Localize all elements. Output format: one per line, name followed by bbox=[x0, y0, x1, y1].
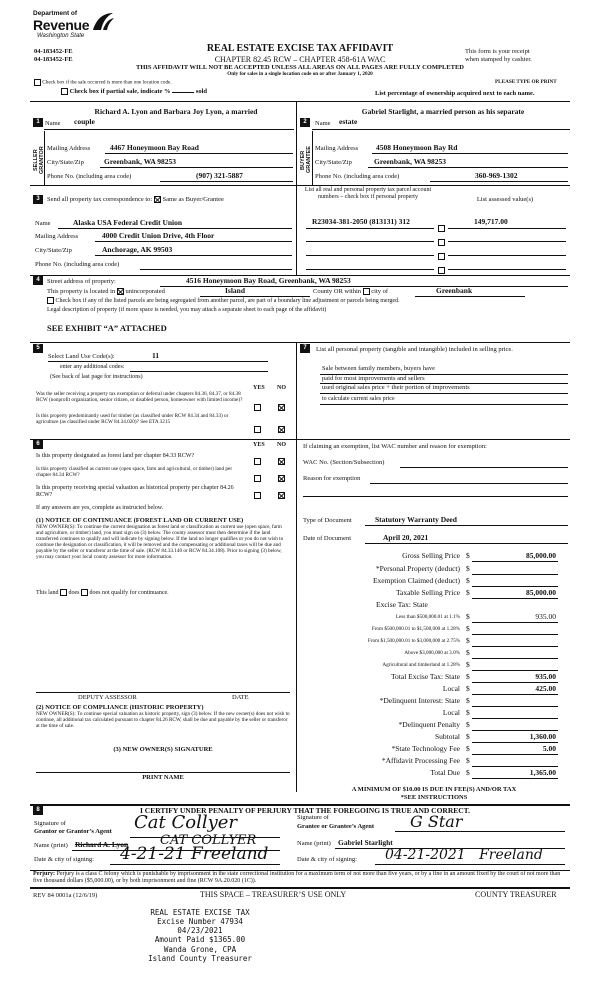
buyer-phone-label: Phone No. (including area code) bbox=[315, 173, 400, 180]
sec5-q1-no[interactable] bbox=[278, 404, 285, 411]
land-use-code: 11 bbox=[152, 351, 160, 360]
perjury-label: Perjury: bbox=[33, 871, 55, 877]
partial-sale-sold: sold bbox=[195, 88, 208, 95]
section-5-badge: 5 bbox=[33, 344, 43, 353]
exemption-dollar: $ bbox=[466, 576, 470, 585]
buyer-mailing-label: Mailing Address bbox=[315, 145, 359, 152]
tier-1-label: Less than $500,000.01 at 1.1% bbox=[395, 614, 460, 620]
located-row bbox=[47, 288, 165, 295]
segregated-row bbox=[47, 297, 400, 305]
corr-city-label: City/State/Zip bbox=[35, 247, 72, 254]
multi-location-row bbox=[34, 79, 172, 87]
segregated-label: Check box if any of the listed parcels are being segregated from another parcel, are part of a boundary line adjustment or parcels being merged. bbox=[55, 297, 400, 304]
stamp-treasurer-title: Island County Treasurer bbox=[148, 953, 252, 963]
multi-location-label: Check box if the sale occurred is more than one location code. bbox=[42, 79, 172, 86]
delinquent-penalty-dollar: $ bbox=[466, 720, 470, 729]
grantee-signature-label-2: Grantee or Grantee’s Agent bbox=[297, 823, 375, 830]
street-address: 4516 Honeymoon Bay Road, Greenbank, WA 98253 bbox=[186, 276, 351, 285]
partial-sale-checkbox[interactable] bbox=[61, 88, 68, 95]
county-name: Island bbox=[225, 286, 246, 295]
page-title: REAL ESTATE EXCISE TAX AFFIDAVIT bbox=[206, 43, 394, 54]
subtotal-label: Subtotal bbox=[434, 732, 460, 741]
corr-name-label: Name bbox=[35, 220, 51, 227]
minimum-due-note: A MINIMUM OF $10.00 IS DUE IN FEE(S) AND/OR TAX bbox=[351, 786, 517, 793]
sec5-question-1: Was the seller receiving a property tax exemption or deferral under chapters 84.36, 84.37, or 84.38 RCW (nonprofit organization, senior citizen, or disabled person, homeowner with limited income)? bbox=[36, 391, 243, 403]
seller-mailing: 4467 Honeymoon Bay Road bbox=[110, 143, 199, 152]
dept-name: Revenue bbox=[33, 17, 90, 33]
tier-1-dollar: $ bbox=[466, 612, 470, 621]
city-of-label: city of bbox=[371, 288, 389, 295]
buyer-name-line-2: estate bbox=[339, 117, 358, 126]
section-7-badge: 7 bbox=[300, 344, 310, 353]
exhibit-attached: SEE EXHIBIT “A” ATTACHED bbox=[47, 323, 167, 333]
this-land-label: This land bbox=[36, 589, 59, 596]
sec6-q1-no[interactable] bbox=[278, 458, 285, 465]
see-instructions-note: *SEE INSTRUCTIONS bbox=[400, 794, 468, 801]
street-label: Street address of property: bbox=[47, 278, 116, 285]
subtotal-dollar: $ bbox=[466, 732, 470, 741]
grantee-name-label: Name (print) bbox=[297, 840, 331, 847]
partial-sale-pct-input[interactable] bbox=[172, 92, 194, 93]
subtotal-value: 1,360.00 bbox=[529, 732, 556, 741]
gross-value: 85,000.00 bbox=[526, 551, 556, 560]
ownership-note: List percentage of ownership acquired next to each name. bbox=[375, 90, 535, 97]
sec6-no-header: NO bbox=[277, 442, 286, 448]
sec6-q3-yes[interactable] bbox=[254, 492, 261, 499]
delinquent-local-label: Local bbox=[442, 708, 460, 717]
parcel-list-header: List all real and personal property tax parcel account numbers – check box if personal property bbox=[304, 187, 432, 200]
notice-2-body: NEW OWNER(S): To continue special valuation as historic property, sign (3) below. If the new owner(s) does not wish to continue, all additional tax calculated pursuant to chapter 84.26 RCW, shall be due and payable by the seller or transferor at the time of sale. bbox=[36, 711, 290, 729]
assessed-value: 149,717.00 bbox=[474, 217, 508, 226]
delinquent-interest-label: *Delinquent Interest: State bbox=[379, 696, 460, 705]
total-due-dollar: $ bbox=[466, 768, 470, 777]
grantee-signature-label-1: Signature of bbox=[297, 814, 329, 821]
seller-side-label: SELLER GRANTOR bbox=[33, 146, 45, 174]
personal-property-line-1: Sale between family members, buyers have bbox=[322, 365, 435, 372]
local-value: 425.00 bbox=[535, 684, 556, 693]
stamp-excise-number: Excise Number 47934 bbox=[157, 917, 243, 927]
buyer-name-label: Name bbox=[315, 120, 331, 127]
continuance-row bbox=[36, 589, 169, 597]
see-back-note: (See back of last page for instructions) bbox=[50, 374, 143, 380]
does-qualify-checkbox[interactable] bbox=[60, 589, 67, 596]
total-state-value: 935.00 bbox=[535, 672, 556, 681]
grantee-signature: G Star bbox=[410, 812, 463, 831]
grantee-name: Gabriel Starlight bbox=[338, 838, 393, 847]
total-state-dollar: $ bbox=[466, 672, 470, 681]
correspondence-row bbox=[47, 196, 224, 203]
total-due-value: 1,365.00 bbox=[529, 768, 556, 777]
exemption-deduct-label: Exemption Claimed (deduct) bbox=[372, 576, 460, 585]
city-name: Greenbank bbox=[436, 286, 473, 295]
sec5-question-2: Is this property predominantly used for timber (as classified under RCW 84.34 and 84.33) or agriculture (as classified under RCW 84.34.020)? See ETA 3215 bbox=[36, 413, 229, 425]
seller-city: Greenbank, WA 98253 bbox=[104, 157, 177, 166]
stamp-line-1: REAL ESTATE EXCISE TAX bbox=[150, 908, 250, 917]
corr-city: Anchorage, AK 99503 bbox=[102, 245, 173, 254]
seller-phone: (907) 321-5887 bbox=[196, 171, 243, 180]
dor-emblem-icon bbox=[91, 11, 115, 31]
segregated-checkbox[interactable] bbox=[47, 297, 54, 304]
if-yes-note: If any answers are yes, complete as instructed below. bbox=[36, 505, 164, 511]
sec5-yes-header: YES bbox=[253, 385, 265, 391]
does-not-label: does not qualify for continuance. bbox=[89, 589, 169, 596]
doc-date: April 20, 2021 bbox=[383, 533, 429, 542]
grantor-signature-label-1: Signature of bbox=[34, 820, 66, 827]
new-owner-signature-label: (3) NEW OWNER(S) SIGNATURE bbox=[113, 746, 213, 753]
personal-property-line-2: paid for most improvements and sellers bbox=[322, 375, 425, 382]
treasurer-space-label: THIS SPACE – TREASURER’S USE ONLY bbox=[200, 890, 347, 899]
unincorporated-checkbox[interactable] bbox=[117, 288, 124, 295]
parcel-personal-checkbox-3[interactable] bbox=[438, 253, 445, 260]
grantor-date-city: 4-21-21 Freeland bbox=[120, 844, 269, 864]
seller-name-label: Name bbox=[45, 120, 61, 127]
sec6-question-2: Is this property classified as current use (open space, farm and agricultural, or timber) land per chapter 84.34 RCW? bbox=[36, 466, 233, 478]
parcel-personal-checkbox-4[interactable] bbox=[438, 267, 445, 274]
sec6-q1-yes[interactable] bbox=[254, 458, 261, 465]
partial-sale-row bbox=[61, 88, 207, 95]
buyer-city: Greenbank, WA 98253 bbox=[374, 157, 447, 166]
gross-dollar: $ bbox=[466, 551, 470, 560]
sec6-q2-no[interactable] bbox=[278, 475, 285, 482]
taxable-dollar: $ bbox=[466, 588, 470, 597]
please-type: PLEASE TYPE OR PRINT bbox=[495, 79, 557, 85]
buyer-city-label: City/State/Zip bbox=[315, 159, 352, 166]
taxable-label: Taxable Selling Price bbox=[395, 588, 460, 597]
grantor-signature: Cat Collyer bbox=[134, 812, 238, 833]
section-2-badge: 2 bbox=[300, 118, 310, 127]
deputy-assessor-label: DEPUTY ASSESSOR bbox=[78, 694, 137, 701]
multi-location-checkbox[interactable] bbox=[34, 79, 41, 86]
affidavit-fee-label: *Affidavit Processing Fee bbox=[381, 756, 460, 765]
seller-phone-label: Phone No. (including area code) bbox=[47, 173, 132, 180]
parcel-number: R23034-381-2050 (813131) 312 bbox=[312, 217, 410, 226]
ag-label: Agricultural and timberland at 1.28% bbox=[382, 662, 460, 668]
seller-mailing-label: Mailing Address bbox=[47, 145, 91, 152]
doc-type-label: Type of Document bbox=[303, 517, 352, 524]
grantor-name-label: Name (print) bbox=[34, 842, 68, 849]
notice-1-body: NEW OWNER(S): To continue the current designation as forest land or classification as current use (open space, farm and agriculture, or timber) land, you must sign on (3) below. The county assessor must then determine if the land transferred continues to qualify and will indicate by signing below. If the land no longer qualifies or you do not wish to continue the designation or classification, it will be removed and the compensating or additional taxes will be due and payable by the seller or transferor at the time of sale. (RCW 84.33.140 or RCW 84.34.108). Prior to signing (3) below, you may contact your local county assessor for more information. bbox=[36, 524, 284, 560]
sec6-question-1: Is this property designated as forest land per chapter 84.33 RCW? bbox=[36, 453, 195, 459]
city-of-checkbox[interactable] bbox=[363, 288, 370, 295]
stamp-treasurer-name: Wanda Grone, CPA bbox=[163, 944, 237, 954]
personal-property-label: List all personal property (tangible and intangible) included in selling price. bbox=[316, 346, 513, 353]
stamp-date: 04/23/2021 bbox=[177, 926, 223, 936]
buyer-phone: 360-969-1302 bbox=[475, 171, 518, 180]
form-id-2: 04-183452-FE bbox=[34, 56, 73, 63]
certify-statement: I CERTIFY UNDER PENALTY OF PERJURY THAT THE FOREGOING IS TRUE AND CORRECT. bbox=[139, 806, 470, 815]
perjury-text: Perjury is a class C felony which is punishable by imprisonment in the state correctional institution for a maximum term of not more than five years, or by a fine in an amount fixed by the court of not more than five thousand dollars ($5,000.00), or by both imprisonment and fine (RCW 9A.20.020 (1C)). bbox=[33, 871, 561, 884]
grantor-name-handwritten: CAT COLLYER bbox=[160, 833, 257, 848]
tier-4-dollar: $ bbox=[466, 648, 470, 657]
correspondence-label: Send all property tax correspondence to: bbox=[47, 196, 153, 203]
unincorporated-label: unincorporated bbox=[125, 288, 165, 295]
dept-state: Washington State bbox=[37, 33, 85, 39]
seller-name-line-1: Richard A. Lyon and Barbara Joy Lyon, a married bbox=[94, 107, 258, 116]
section-3-badge: 3 bbox=[33, 195, 43, 204]
sec5-q2-no[interactable] bbox=[278, 426, 285, 433]
tier-2-dollar: $ bbox=[466, 624, 470, 633]
does-not-qualify-checkbox[interactable] bbox=[81, 589, 88, 596]
county-treasurer-label: COUNTY TREASURER bbox=[475, 890, 557, 899]
ag-dollar: $ bbox=[466, 660, 470, 669]
dor-logo bbox=[33, 10, 125, 44]
doc-type: Statutory Warranty Deed bbox=[375, 515, 457, 524]
tier-3-label: From $1,500,000.01 to $3,000,000 at 2.75% bbox=[367, 638, 460, 644]
tech-fee-value: 5.00 bbox=[542, 744, 556, 753]
notice-1-title: (1) NOTICE OF CONTINUANCE (FOREST LAND OR CURRENT USE) bbox=[36, 517, 244, 524]
treasurer-stamp bbox=[120, 908, 280, 963]
sec6-question-3: Is this property receiving special valuation as historical property per chapter 84.26 RCW? bbox=[36, 485, 234, 498]
additional-codes-label: enter any additional codes: bbox=[60, 364, 125, 370]
taxable-value: 85,000.00 bbox=[526, 588, 556, 597]
print-name-label: PRINT NAME bbox=[142, 774, 184, 781]
excise-state-label: Excise Tax: State bbox=[376, 600, 428, 609]
seller-name-line-2: couple bbox=[74, 117, 95, 126]
wac-label: WAC No. (Section/Subsection) bbox=[303, 459, 385, 466]
deputy-date-label: DATE bbox=[232, 694, 249, 701]
personal-property-line-3: used original sales price + their portion of improvements bbox=[322, 384, 470, 391]
grantee-date-city: 04-21-2021 Freeland bbox=[385, 847, 543, 863]
completion-warning: THIS AFFIDAVIT WILL NOT BE ACCEPTED UNLESS ALL AREAS ON ALL PAGES ARE FULLY COMPLETED bbox=[136, 64, 464, 71]
doc-date-label: Date of Document bbox=[303, 535, 352, 542]
assessed-header: List assessed value(s) bbox=[476, 196, 534, 203]
tier-4-label: Above $3,000,000 at 3.0% bbox=[404, 650, 460, 656]
grantor-signature-label-2: Grantor or Grantor’s Agent bbox=[34, 828, 112, 835]
located-label: This property is located in bbox=[47, 288, 116, 295]
legal-description-label: Legal description of property (if more space is needed, you may attach a separate sheet to each page of the affidavit) bbox=[47, 307, 327, 313]
tech-fee-label: *State Technology Fee bbox=[391, 744, 460, 753]
tier-1-value: 935.00 bbox=[535, 612, 556, 621]
parcel-personal-checkbox-1[interactable] bbox=[438, 225, 445, 232]
partial-sale-label: Check box if partial sale, indicate % bbox=[69, 88, 171, 95]
land-use-label: Select Land Use Code(s): bbox=[48, 353, 115, 360]
buyer-side-label: BUYER GRANTEE bbox=[300, 146, 312, 174]
buyer-name-line-1: Gabriel Starlight, a married person as his separate bbox=[361, 107, 525, 116]
corr-phone-label: Phone No. (including area code) bbox=[35, 261, 120, 268]
section-8-badge: 8 bbox=[33, 806, 43, 815]
corr-mailing: 4000 Credit Union Drive, 4th Floor bbox=[102, 231, 215, 240]
local-label: Local bbox=[442, 684, 460, 693]
buyer-mailing: 4508 Honeymoon Bay Rd bbox=[376, 143, 458, 152]
parcel-personal-checkbox-2[interactable] bbox=[438, 239, 445, 246]
total-state-label: Total Excise Tax: State bbox=[390, 672, 460, 681]
perjury-note bbox=[33, 871, 568, 885]
stamp-amount-paid: Amount Paid $1365.00 bbox=[154, 935, 246, 945]
receipt-note-2: when stamped by cashier. bbox=[465, 56, 532, 63]
affidavit-fee-dollar: $ bbox=[466, 756, 470, 765]
sec6-q3-no[interactable] bbox=[278, 492, 285, 499]
local-dollar: $ bbox=[466, 684, 470, 693]
grantor-name: Richard A. Lyon bbox=[75, 840, 129, 849]
sec5-q1-yes[interactable] bbox=[254, 404, 261, 411]
tech-fee-dollar: $ bbox=[466, 744, 470, 753]
total-due-label: Total Due bbox=[430, 768, 460, 777]
personal-property-line-4: to calculate current sales price bbox=[322, 396, 395, 402]
same-as-buyer-checkbox[interactable] bbox=[154, 196, 161, 203]
form-id-1: 04-183452-FE bbox=[34, 48, 73, 55]
county-or-row bbox=[313, 288, 388, 295]
form-revision: REV 84 0001a (12/6/19) bbox=[33, 892, 98, 899]
receipt-note-1: This form is your receipt bbox=[465, 48, 530, 55]
exemption-label: If claiming an exemption, list WAC number and reason for exemption: bbox=[303, 443, 487, 450]
sec6-yes-header: YES bbox=[253, 442, 265, 448]
tier-3-dollar: $ bbox=[466, 636, 470, 645]
personal-dollar: $ bbox=[466, 564, 470, 573]
seller-city-label: City/State/Zip bbox=[47, 159, 84, 166]
grantor-date-label: Date & city of signing: bbox=[34, 856, 94, 863]
grantee-date-label: Date & city of signing: bbox=[297, 856, 357, 863]
section-6-badge: 6 bbox=[33, 440, 43, 449]
delinquent-local-dollar: $ bbox=[466, 708, 470, 717]
delinquent-interest-dollar: $ bbox=[466, 696, 470, 705]
county-or-label: County OR within bbox=[313, 288, 362, 295]
delinquent-penalty-label: *Delinquent Penalty bbox=[398, 720, 460, 729]
gross-label: Gross Selling Price bbox=[402, 551, 460, 560]
corr-name: Alaska USA Federal Credit Union bbox=[73, 218, 183, 227]
section-4-badge: 4 bbox=[33, 276, 43, 285]
dept-line: Department of bbox=[33, 10, 78, 17]
corr-mailing-label: Mailing Address bbox=[35, 233, 79, 240]
section-1-badge: 1 bbox=[33, 118, 43, 127]
page-subtitle: CHAPTER 82.45 RCW – CHAPTER 458-61A WAC bbox=[214, 55, 386, 64]
reason-label: Reason for exemption bbox=[303, 475, 361, 482]
sec5-q2-yes[interactable] bbox=[254, 426, 261, 433]
notice-2-title: (2) NOTICE OF COMPLIANCE (HISTORIC PROPERTY) bbox=[36, 704, 204, 711]
sec6-q2-yes[interactable] bbox=[254, 475, 261, 482]
tier-2-label: From $500,000.01 to $1,500,000 at 1.28% bbox=[371, 626, 460, 632]
sec5-no-header: NO bbox=[277, 385, 286, 391]
personal-deduct-label: *Personal Property (deduct) bbox=[375, 564, 460, 573]
location-note: Only for sales in a single location code on or after January 1, 2020 bbox=[227, 71, 373, 77]
does-label: does bbox=[68, 589, 80, 596]
same-as-buyer-label: Same as Buyer/Grantee bbox=[162, 196, 224, 203]
